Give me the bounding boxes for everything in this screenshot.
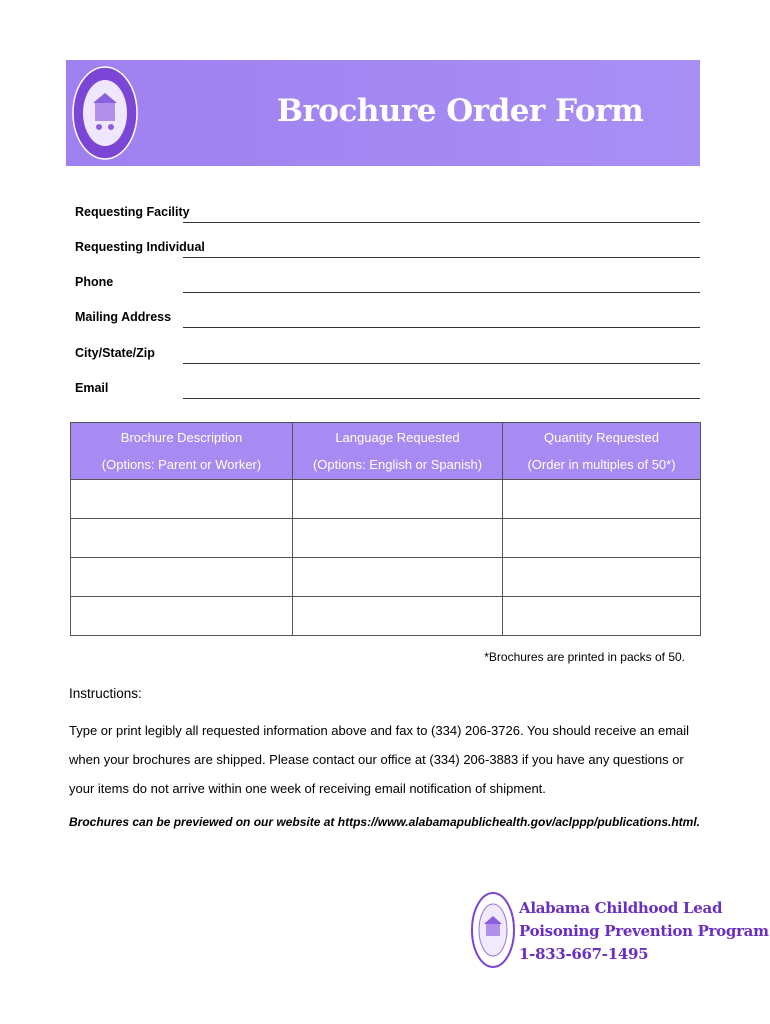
table-row bbox=[71, 597, 701, 636]
page-title: Brochure Order Form bbox=[276, 93, 644, 129]
field-label: Mailing Address bbox=[75, 310, 172, 324]
field-requesting-facility bbox=[75, 199, 700, 223]
field-label: Email bbox=[75, 381, 109, 395]
language-cell[interactable] bbox=[293, 480, 503, 519]
column-subtitle: (Options: Parent or Worker) bbox=[101, 457, 262, 472]
brochure-cell[interactable] bbox=[71, 480, 293, 519]
program-logo bbox=[68, 61, 142, 165]
order-table bbox=[70, 422, 701, 636]
column-title: Language Requested bbox=[335, 430, 460, 445]
city-state-zip-input[interactable] bbox=[183, 363, 700, 364]
column-header-brochure bbox=[71, 423, 293, 480]
field-label: City/State/Zip bbox=[75, 346, 155, 360]
field-requesting-individual bbox=[75, 234, 700, 258]
program-name-line2: Poisoning Prevention Program bbox=[519, 922, 769, 940]
column-subtitle: (Order in multiples of 50*) bbox=[527, 457, 676, 472]
quantity-cell[interactable] bbox=[503, 558, 701, 597]
table-header-row bbox=[71, 423, 701, 480]
requesting-facility-input[interactable] bbox=[183, 222, 700, 223]
field-email bbox=[75, 375, 700, 399]
quantity-cell[interactable] bbox=[503, 519, 701, 558]
language-cell[interactable] bbox=[293, 597, 503, 636]
table-row bbox=[71, 480, 701, 519]
pack-footnote: *Brochures are printed in packs of 50. bbox=[484, 650, 685, 664]
language-cell[interactable] bbox=[293, 519, 503, 558]
brochure-cell[interactable] bbox=[71, 558, 293, 597]
table-row bbox=[71, 558, 701, 597]
field-mailing-address bbox=[75, 304, 700, 328]
email-input[interactable] bbox=[183, 398, 700, 399]
table-row bbox=[71, 519, 701, 558]
field-city-state-zip bbox=[75, 340, 700, 364]
brochure-cell[interactable] bbox=[71, 519, 293, 558]
column-title: Quantity Requested bbox=[544, 430, 659, 445]
requesting-individual-input[interactable] bbox=[183, 257, 700, 258]
field-label: Requesting Facility bbox=[75, 205, 190, 219]
field-label: Requesting Individual bbox=[75, 240, 205, 254]
footer-logo bbox=[470, 890, 516, 970]
mailing-address-input[interactable] bbox=[183, 327, 700, 328]
language-cell[interactable] bbox=[293, 558, 503, 597]
program-name-line1: Alabama Childhood Lead bbox=[519, 899, 723, 917]
field-label: Phone bbox=[75, 275, 114, 289]
phone-input[interactable] bbox=[183, 292, 700, 293]
preview-note: Brochures can be previewed on our website at https://www.alabamapublichealth.gov/aclppp/publications.html. bbox=[69, 815, 700, 829]
column-header-language bbox=[293, 423, 503, 480]
field-phone bbox=[75, 269, 700, 293]
program-phone[interactable]: 1-833-667-1495 bbox=[519, 945, 649, 963]
instructions-heading: Instructions: bbox=[69, 686, 142, 701]
quantity-cell[interactable] bbox=[503, 597, 701, 636]
column-title: Brochure Description bbox=[120, 430, 243, 445]
program-contact bbox=[519, 897, 769, 966]
quantity-cell[interactable] bbox=[503, 480, 701, 519]
seal-icon bbox=[470, 890, 516, 970]
instructions-body: Type or print legibly all requested information above and fax to (334) 206-3726. You should receive an email when your brochures are shipped. Please contact our office at (334) 206-3883 if you have any questions or your items do not arrive within one week of receiving email notification of shipment. bbox=[69, 723, 690, 796]
column-header-quantity bbox=[503, 423, 701, 480]
brochure-cell[interactable] bbox=[71, 597, 293, 636]
column-subtitle: (Options: English or Spanish) bbox=[312, 457, 483, 472]
seal-icon bbox=[71, 63, 139, 163]
